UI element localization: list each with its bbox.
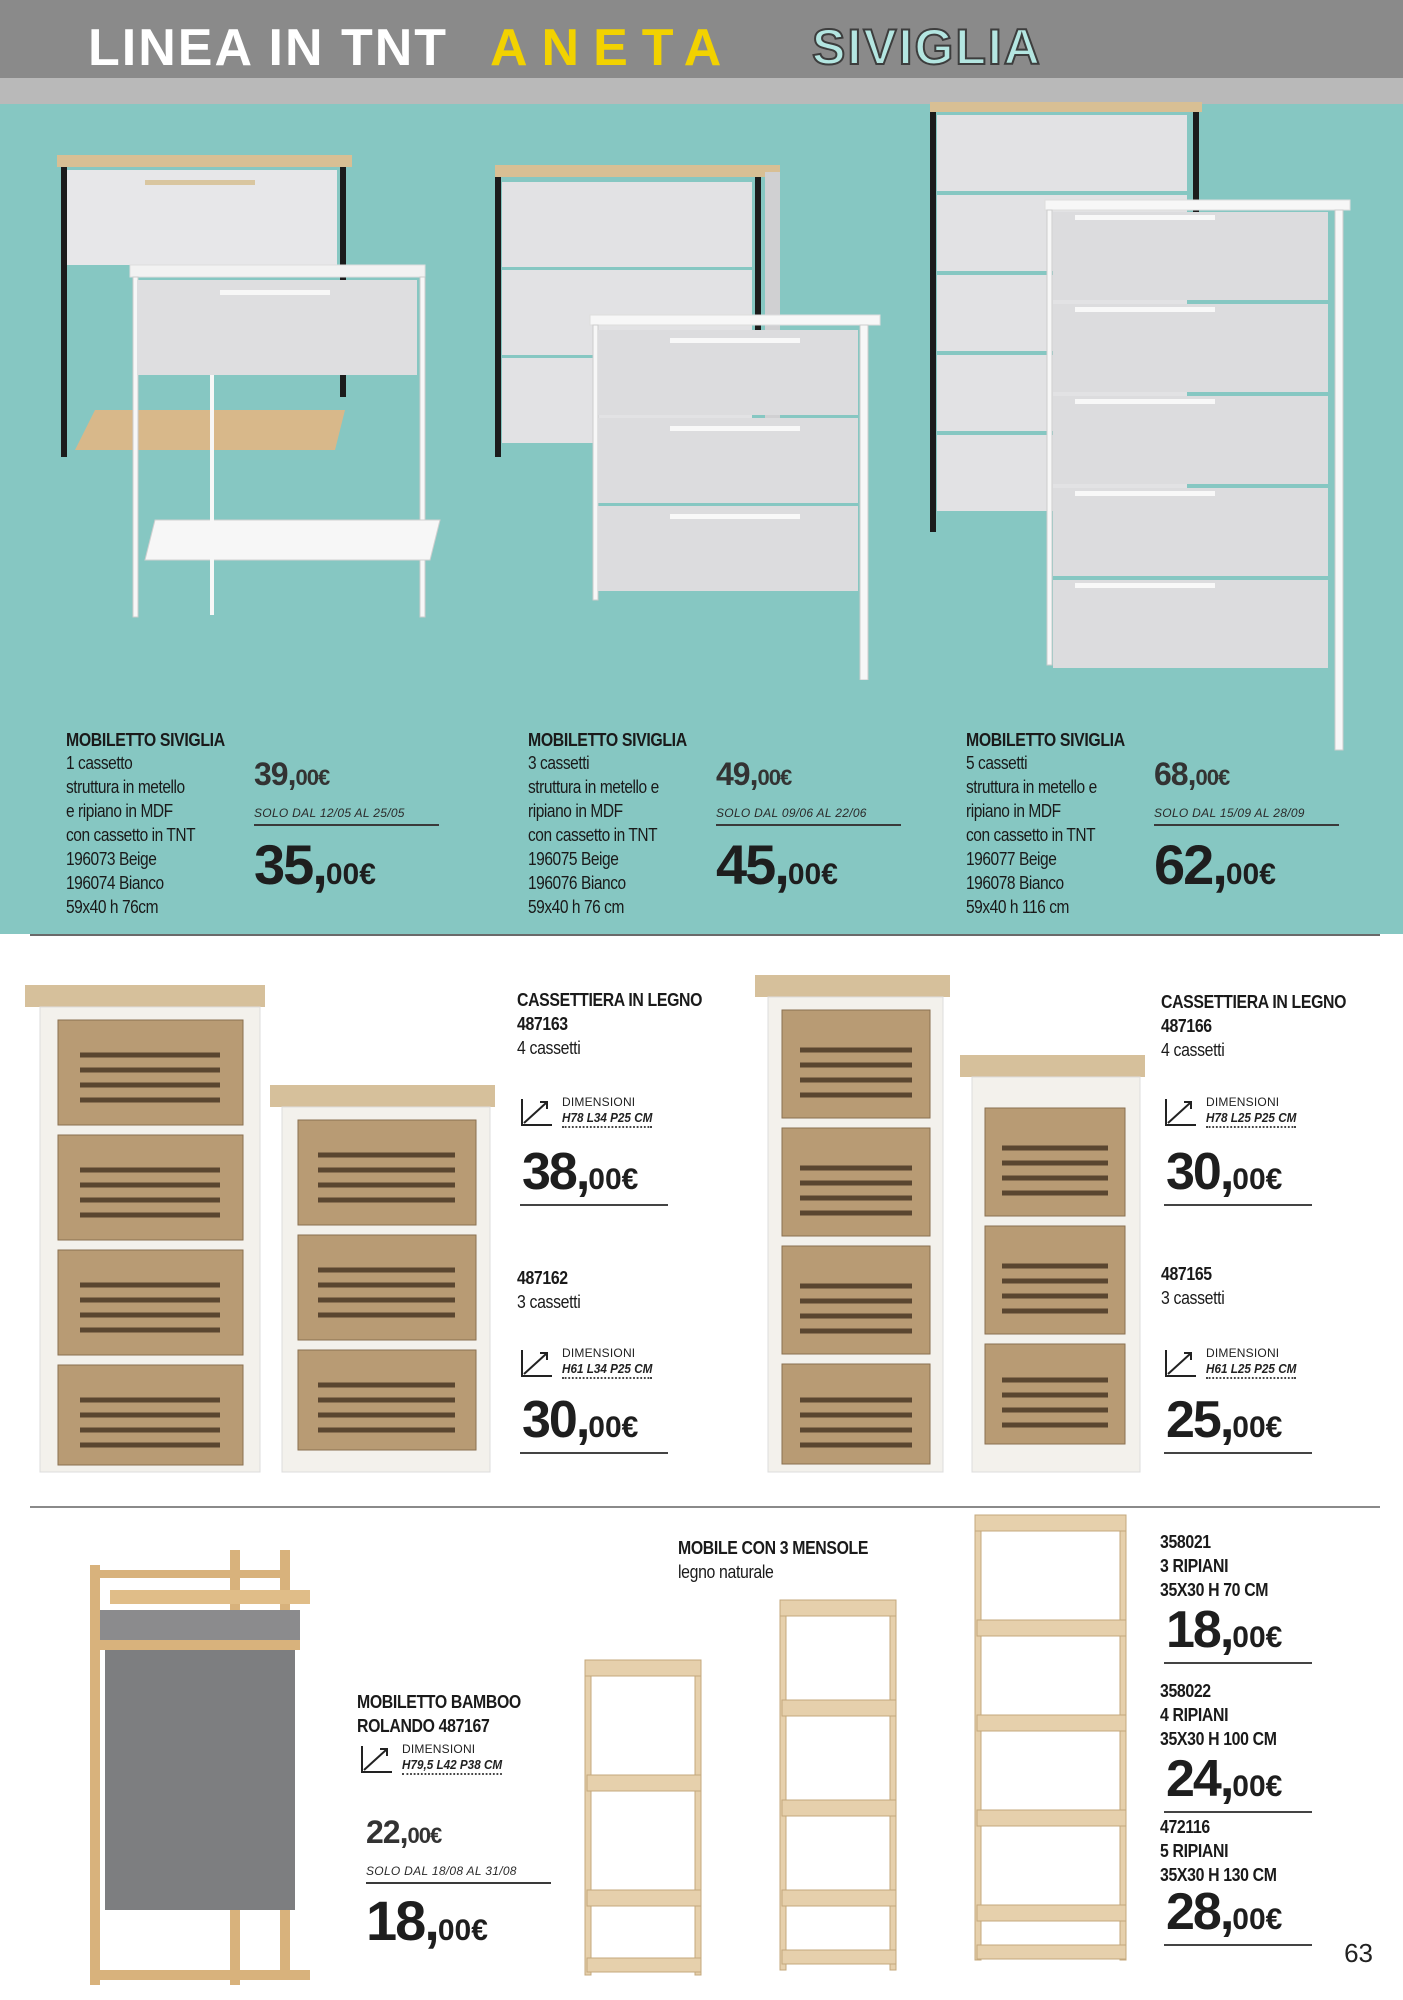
promo-validity: SOLO DAL 15/09 AL 28/09 <box>1154 806 1339 826</box>
desc-line: con cassetto in TNT <box>66 825 196 845</box>
dimensions-box <box>518 1346 683 1382</box>
desc-line: 196076 Bianco <box>528 873 626 893</box>
price: 25,00€ <box>1166 1391 1283 1449</box>
dimensions-value: H61 L34 P25 CM <box>562 1361 652 1379</box>
shelf-variant-358021 <box>1160 1530 1283 1602</box>
drawer-count: 3 cassetti <box>517 1292 581 1312</box>
desc-line: 196074 Bianco <box>66 873 164 893</box>
product-info-mobiletto-3 <box>528 730 728 919</box>
price: 28,00€ <box>1166 1883 1283 1941</box>
dimensions-icon <box>1162 1097 1200 1129</box>
dimensions-box <box>518 1095 683 1131</box>
product-description <box>966 751 1138 919</box>
price: 30,00€ <box>1166 1143 1283 1201</box>
product-info-bamboo <box>357 1690 543 1738</box>
product-code: 487162 <box>517 1268 568 1288</box>
dimensions-value: H79,5 L42 P38 CM <box>402 1757 502 1775</box>
product-name-code: ROLANDO 487167 <box>357 1716 490 1736</box>
price-underline <box>1164 1204 1312 1206</box>
section-divider <box>30 934 1380 936</box>
page-title: LINEA IN TNT <box>88 19 449 77</box>
dimensions-box <box>1162 1095 1327 1131</box>
regular-price: 39,00€ <box>254 756 330 792</box>
product-image-mobile-mensole <box>575 1510 1135 1980</box>
product-name: MOBILETTO SIVIGLIA <box>966 730 1125 750</box>
dimensions-icon <box>518 1348 556 1380</box>
price-underline <box>1164 1452 1312 1454</box>
dimensions-title: DIMENSIONI <box>1206 1346 1280 1360</box>
desc-line: e ripiano in MDF <box>66 801 173 821</box>
product-info-mobiletto-5 <box>966 730 1166 919</box>
desc-line: struttura in metello e <box>966 777 1097 797</box>
dimensions-value: H61 L25 P25 CM <box>1206 1361 1296 1379</box>
price: 24,00€ <box>1166 1750 1283 1808</box>
section-divider <box>30 1506 1380 1508</box>
price-underline <box>520 1452 668 1454</box>
shelf-count: 3 RIPIANI <box>1160 1556 1229 1576</box>
promo-validity: SOLO DAL 12/05 AL 25/05 <box>254 806 439 826</box>
dimensions-box <box>358 1742 523 1778</box>
desc-line: 196073 Beige <box>66 849 157 869</box>
shelf-variant-472116 <box>1160 1815 1292 1887</box>
product-code: 472116 <box>1160 1817 1210 1837</box>
shelf-size: 35X30 H 100 CM <box>1160 1729 1277 1749</box>
product-code: 487166 <box>1161 1016 1212 1036</box>
dimensions-value: H78 L34 P25 CM <box>562 1110 652 1128</box>
desc-line: ripiano in MDF <box>966 801 1061 821</box>
product-name: MOBILETTO SIVIGLIA <box>66 730 225 750</box>
dimensions-title: DIMENSIONI <box>1206 1095 1280 1109</box>
promo-price: 35,00€ <box>254 833 376 896</box>
shelf-size: 35X30 H 130 CM <box>1160 1865 1277 1885</box>
brand-logo: ANETA <box>490 19 736 77</box>
product-image-mobiletto-bamboo <box>80 1540 340 1990</box>
desc-line: 3 cassetti <box>528 753 590 773</box>
product-code: 487165 <box>1161 1264 1212 1284</box>
desc-line: con cassetto in TNT <box>528 825 658 845</box>
shelf-count: 4 RIPIANI <box>1160 1705 1229 1725</box>
shelf-size: 35X30 H 70 CM <box>1160 1580 1269 1600</box>
product-code: 358021 <box>1160 1532 1211 1552</box>
product-description <box>528 751 700 919</box>
product-image-mobiletto-5-cassetti <box>925 100 1365 760</box>
product-name: CASSETTIERA IN LEGNO <box>1161 992 1347 1012</box>
drawer-count: 4 cassetti <box>517 1038 581 1058</box>
promo-price: 62,00€ <box>1154 833 1276 896</box>
dimensions-box <box>1162 1346 1327 1382</box>
drawer-count: 3 cassetti <box>1161 1288 1225 1308</box>
shelf-count: 5 RIPIANI <box>1160 1841 1229 1861</box>
desc-line: struttura in metello <box>66 777 185 797</box>
product-name: MOBILE CON 3 MENSOLE <box>678 1538 869 1558</box>
dimensions-icon <box>358 1744 396 1776</box>
price-underline <box>1164 1662 1312 1664</box>
desc-line: struttura in metello e <box>528 777 659 797</box>
product-image-cassettiera-487163-487162 <box>20 980 510 1500</box>
desc-line: 196077 Beige <box>966 849 1057 869</box>
shelf-variant-358022 <box>1160 1679 1292 1751</box>
desc-line: 1 cassetto <box>66 753 133 773</box>
dimensions-title: DIMENSIONI <box>402 1742 476 1756</box>
desc-line: 59x40 h 76cm <box>66 897 159 917</box>
promo-validity: SOLO DAL 09/06 AL 22/06 <box>716 806 901 826</box>
desc-line: con cassetto in TNT <box>966 825 1096 845</box>
product-name: MOBILETTO BAMBOO <box>357 1692 521 1712</box>
product-code: 358022 <box>1160 1681 1211 1701</box>
product-info-cassettiera-left <box>517 988 727 1060</box>
product-image-mobiletto-1-cassetto <box>55 150 450 650</box>
regular-price: 49,00€ <box>716 756 792 792</box>
product-description <box>66 751 238 919</box>
product-info-mobiletto-1 <box>66 730 266 919</box>
price-underline <box>1164 1944 1312 1946</box>
promo-validity: SOLO DAL 18/08 AL 31/08 <box>366 1864 551 1884</box>
product-info-cassettiera-left-3 <box>517 1266 589 1314</box>
drawer-count: 4 cassetti <box>1161 1040 1225 1060</box>
regular-price: 22,00€ <box>366 1814 442 1850</box>
product-name: CASSETTIERA IN LEGNO <box>517 990 703 1010</box>
desc-line: ripiano in MDF <box>528 801 623 821</box>
promo-price: 45,00€ <box>716 833 838 896</box>
product-code: 487163 <box>517 1014 568 1034</box>
product-info-cassettiera-right-3 <box>1161 1262 1233 1310</box>
price-underline <box>1164 1811 1312 1813</box>
price: 38,00€ <box>522 1143 639 1201</box>
desc-line: 59x40 h 76 cm <box>528 897 624 917</box>
desc-line: 5 cassetti <box>966 753 1028 773</box>
price: 30,00€ <box>522 1391 639 1449</box>
page-number: 63 <box>1344 1938 1373 1968</box>
price: 18,00€ <box>1166 1601 1283 1659</box>
product-info-cassettiera-right <box>1161 990 1371 1062</box>
promo-price: 18,00€ <box>366 1889 488 1952</box>
dimensions-icon <box>1162 1348 1200 1380</box>
desc-line: 196075 Beige <box>528 849 619 869</box>
product-name: MOBILETTO SIVIGLIA <box>528 730 687 750</box>
desc-line: 196078 Bianco <box>966 873 1064 893</box>
desc-line: 59x40 h 116 cm <box>966 897 1069 917</box>
price-underline <box>520 1204 668 1206</box>
dimensions-icon <box>518 1097 556 1129</box>
product-image-mobiletto-3-cassetti <box>490 160 890 680</box>
dimensions-title: DIMENSIONI <box>562 1095 636 1109</box>
dimensions-title: DIMENSIONI <box>562 1346 636 1360</box>
collection-title: SIVIGLIA <box>812 19 1042 75</box>
product-image-cassettiera-487166-487165 <box>750 970 1150 1500</box>
product-material: legno naturale <box>678 1562 774 1582</box>
regular-price: 68,00€ <box>1154 756 1230 792</box>
dimensions-value: H78 L25 P25 CM <box>1206 1110 1296 1128</box>
